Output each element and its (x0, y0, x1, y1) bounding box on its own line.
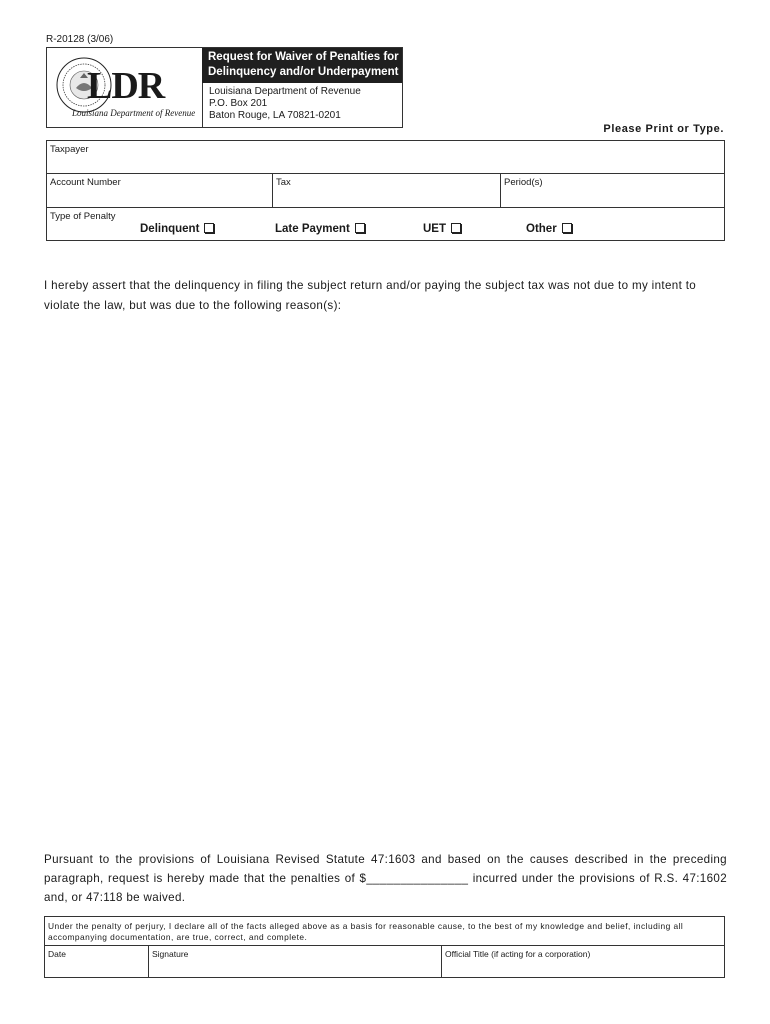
periods-field[interactable] (500, 174, 724, 207)
date-label: Date (48, 949, 66, 959)
print-instruction: Please Print or Type. (603, 123, 724, 135)
type-of-penalty-label: Type of Penalty (50, 211, 116, 222)
taxpayer-row (47, 141, 724, 174)
official-title-field[interactable] (441, 946, 724, 978)
signature-label: Signature (152, 949, 189, 959)
signature-row (45, 945, 724, 978)
account-row (47, 174, 724, 208)
tax-label: Tax (276, 177, 291, 188)
uet-option[interactable] (423, 223, 461, 235)
statute-text-part1: Pursuant to the provisions of Louisiana Revised Statute 47:1603 and based on the causes described in the preceding paragraph, request is hereby made that the penalties of $ (44, 853, 727, 885)
uet-checkbox[interactable] (451, 223, 461, 233)
taxpayer-label: Taxpayer (50, 144, 89, 155)
address-line2: P.O. Box 201 (209, 98, 268, 109)
tax-field[interactable] (272, 174, 500, 207)
address-line1: Louisiana Department of Revenue (209, 86, 361, 97)
mailing-address (202, 83, 402, 127)
date-field[interactable] (45, 946, 148, 978)
penalty-amount-blank[interactable]: _______________ (366, 872, 469, 885)
other-label: Other (526, 223, 557, 235)
delinquent-label: Delinquent (140, 223, 200, 235)
other-option[interactable] (526, 223, 572, 235)
delinquent-checkbox[interactable] (204, 223, 214, 233)
taxpayer-field[interactable] (47, 141, 724, 173)
uet-label: UET (423, 223, 446, 235)
ldr-logo (47, 48, 202, 127)
form-title-line2: Delinquency and/or Underpayment (208, 66, 399, 78)
address-line3: Baton Rouge, LA 70821-0201 (209, 110, 341, 121)
statute-text-part2: incurred under the provisions of R.S. 47:1602 and, or 47:118 be waived. (44, 872, 728, 904)
form-title (202, 48, 402, 83)
late-payment-label: Late Payment (275, 223, 350, 235)
statute-paragraph (44, 850, 727, 907)
late-payment-option[interactable] (275, 223, 365, 235)
perjury-statement: Under the penalty of perjury, I declare all of the facts alleged above as a basis for reasonable cause, to the best of my knowledge and belief, including all accompanying documentation, are true, correct, and complete. (48, 921, 684, 942)
other-checkbox[interactable] (562, 223, 572, 233)
delinquent-option[interactable] (140, 223, 214, 235)
form-number: R-20128 (3/06) (46, 34, 114, 45)
form-header (46, 47, 403, 128)
account-number-field[interactable] (47, 174, 272, 207)
late-payment-checkbox[interactable] (355, 223, 365, 233)
periods-label: Period(s) (504, 177, 543, 188)
form-title-line1: Request for Waiver of Penalties for (208, 51, 399, 63)
official-title-label: Official Title (if acting for a corporation) (445, 949, 591, 959)
account-number-label: Account Number (50, 177, 121, 188)
assertion-paragraph: I hereby assert that the delinquency in filing the subject return and/or paying the subject tax was not due to my intent to violate the law, but was due to the following reason(s): (44, 279, 697, 312)
logo-subtext: Louisiana Department of Revenue (72, 108, 196, 118)
signature-field[interactable] (148, 946, 441, 978)
logo-wordmark: LDR (87, 65, 165, 107)
reasons-area[interactable] (44, 320, 727, 835)
signature-box (44, 916, 725, 978)
